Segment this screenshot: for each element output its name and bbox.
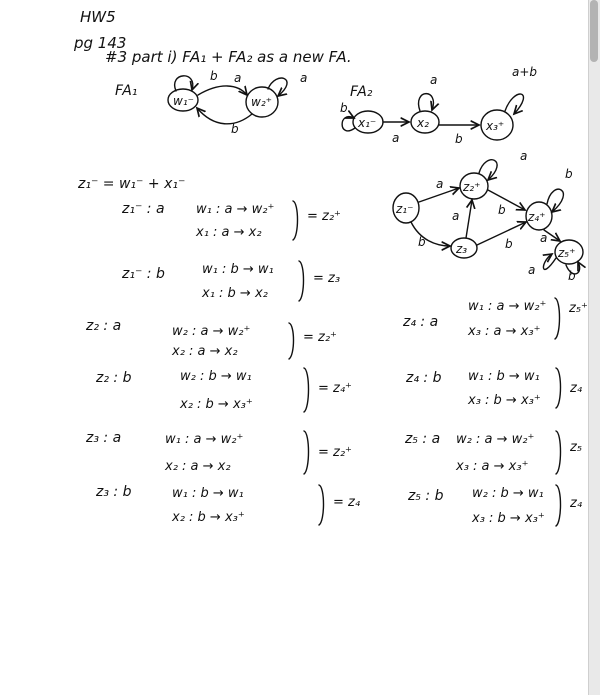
rule-head: z₃ : b	[96, 484, 132, 500]
result-edge-label: a	[452, 209, 460, 223]
rule-line: w₂ : b → w₁	[180, 369, 252, 384]
rule-result: = z₂⁺	[318, 445, 352, 460]
hw-title: HW5	[80, 8, 116, 26]
result-edge-label: b	[498, 203, 506, 217]
fa1-state-w1: w₁⁻	[173, 94, 194, 108]
fa2-state-x3: x₃⁺	[486, 119, 505, 133]
rule-result: = z₂⁺	[307, 209, 341, 224]
fa1-edge-label: b	[210, 69, 218, 83]
result-state-z5: z₅⁺	[558, 246, 576, 260]
rule-result: z₅	[570, 440, 583, 455]
result-state-z3: z₃	[456, 242, 468, 256]
rule-line: x₃ : b → x₃⁺	[472, 511, 545, 526]
fa2-state-x1: x₁⁻	[358, 116, 377, 130]
rule-result: z₅⁺	[569, 301, 588, 316]
rule-result: = z₂⁺	[303, 330, 337, 345]
rule-head: z₁⁻ : a	[122, 201, 165, 217]
rule-line: w₁ : b → w₁	[468, 369, 540, 384]
rule-bracket	[304, 368, 309, 412]
rule-head: z₃ : a	[86, 430, 122, 446]
rule-line: w₁ : a → w₂⁺	[165, 432, 244, 447]
rule-line: x₁ : a → x₂	[196, 225, 262, 240]
rule-result: = z₄⁺	[318, 381, 352, 396]
rule-result: z₄	[570, 496, 583, 511]
rule-bracket	[293, 201, 298, 240]
result-state-z4: z₄⁺	[528, 210, 546, 224]
fa2-edge-label: b	[455, 132, 463, 146]
rule-line: w₂ : b → w₁	[472, 486, 544, 501]
rule-line: x₂ : b → x₃⁺	[172, 510, 245, 525]
result-edge-label: b	[565, 167, 573, 181]
page-ref: pg 143	[74, 34, 127, 52]
rule-bracket	[556, 431, 561, 474]
rule-line: x₂ : a → x₂	[165, 459, 231, 474]
fa1-edge-label: a	[300, 71, 308, 85]
rule-line: x₃ : a → x₃⁺	[456, 459, 529, 474]
fa2-edge-label: a+b	[512, 65, 538, 79]
rule-head: z₂ : a	[86, 318, 122, 334]
rule-line: x₂ : a → x₂	[172, 344, 238, 359]
z1-definition: z₁⁻ = w₁⁻ + x₁⁻	[78, 176, 186, 192]
result-state-z2: z₂⁺	[463, 180, 481, 194]
rule-line: w₂ : a → w₂⁺	[172, 324, 251, 339]
vertical-scrollbar[interactable]	[588, 0, 600, 695]
rule-head: z₄ : a	[403, 314, 439, 330]
rule-bracket	[299, 261, 304, 301]
rule-bracket	[555, 298, 560, 339]
rule-line: x₂ : b → x₃⁺	[180, 397, 253, 412]
fa2-edge-label: a	[430, 73, 438, 87]
rule-line: w₂ : a → w₂⁺	[456, 432, 535, 447]
rule-head: z₅ : a	[405, 431, 441, 447]
result-edge-label: b	[505, 237, 513, 251]
result-state-z1: z₁⁻	[396, 202, 414, 216]
rule-bracket	[556, 485, 561, 526]
rule-line: x₁ : b → x₂	[202, 286, 268, 301]
rule-head: z₅ : b	[408, 488, 444, 504]
rule-line: w₁ : b → w₁	[202, 262, 274, 277]
scrollbar-thumb[interactable]	[590, 0, 598, 62]
result-edge-label: b	[418, 235, 426, 249]
fa1-state-w2: w₂⁺	[251, 95, 272, 109]
rule-line: x₃ : a → x₃⁺	[468, 324, 541, 339]
result-fa-diagram	[393, 160, 583, 274]
rule-bracket	[556, 368, 561, 408]
fa1-edge-label: a	[234, 71, 242, 85]
fa2-edge-label: b	[340, 101, 348, 115]
fa2-edge-label: a	[392, 131, 400, 145]
rule-bracket	[304, 431, 309, 474]
rule-result: z₄	[570, 381, 583, 396]
rule-line: x₃ : b → x₃⁺	[468, 393, 541, 408]
rule-result: = z₄	[333, 495, 361, 510]
result-edge-label: b	[568, 269, 576, 283]
result-edge-label: a	[528, 263, 536, 277]
rule-result: = z₃	[313, 271, 341, 286]
rule-line: w₁ : b → w₁	[172, 486, 244, 501]
rule-line: w₁ : a → w₂⁺	[468, 299, 547, 314]
fa1-edge-label: b	[231, 122, 239, 136]
result-edge-label: a	[540, 231, 548, 245]
rule-bracket	[319, 485, 324, 525]
fa1-label: FA₁	[115, 83, 138, 99]
result-edge-label: a	[520, 149, 528, 163]
rule-head: z₂ : b	[96, 370, 132, 386]
fa2-state-x2: x₂	[417, 116, 429, 130]
rule-head: z₄ : b	[406, 370, 442, 386]
problem-statement: #3 part i) FA₁ + FA₂ as a new FA.	[105, 48, 352, 66]
rule-head: z₁⁻ : b	[122, 266, 165, 282]
rule-line: w₁ : a → w₂⁺	[196, 202, 275, 217]
rule-bracket	[289, 323, 294, 359]
result-edge-label: a	[436, 177, 444, 191]
fa2-label: FA₂	[350, 84, 373, 100]
